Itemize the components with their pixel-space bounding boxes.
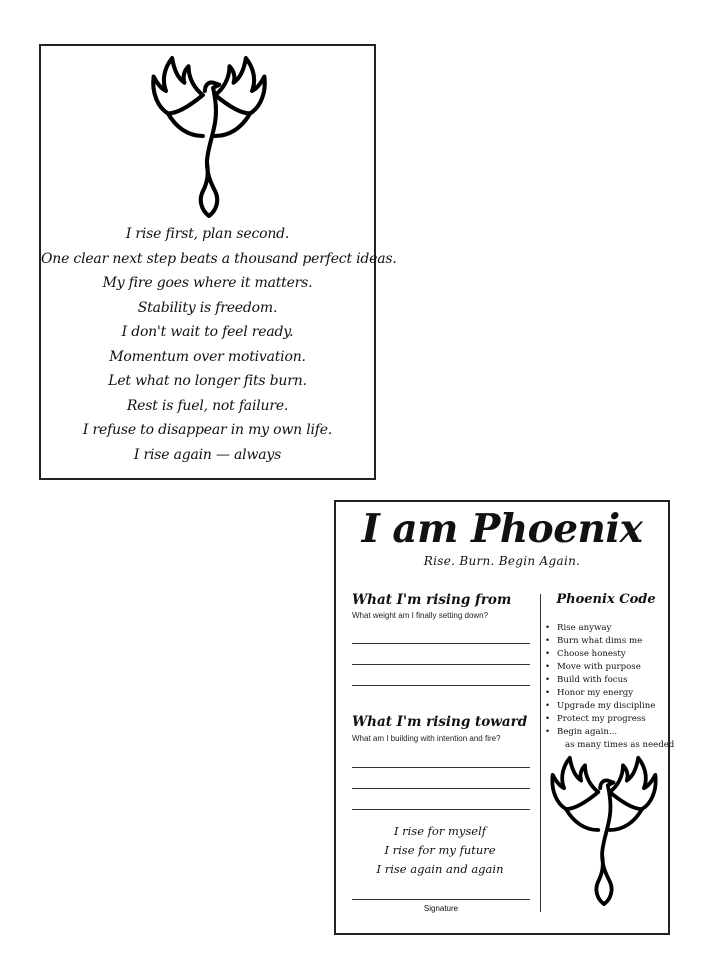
code-item: • Rise anyway <box>545 623 612 633</box>
bullet-icon: • <box>545 662 551 672</box>
bullet-icon: • <box>545 688 551 698</box>
writing-line[interactable] <box>352 788 530 789</box>
code-item: • Protect my progress <box>545 714 646 724</box>
writing-line[interactable] <box>352 809 530 810</box>
code-item: • Move with purpose <box>545 662 641 672</box>
code-item: • Honor my energy <box>545 688 634 698</box>
affirmation-card <box>39 44 397 480</box>
affirmation-line: Let what no longer fits burn. <box>108 373 307 389</box>
bullet-icon: • <box>545 649 551 659</box>
affirmation-line: I rise again — always <box>133 446 282 463</box>
code-item: • Burn what dims me <box>545 636 643 646</box>
affirmation-line: Stability is freedom. <box>137 299 278 316</box>
code-item: • Choose honesty <box>545 649 626 659</box>
column-divider <box>540 594 541 912</box>
phoenix-icon <box>147 54 271 218</box>
bullet-icon: • <box>545 701 551 711</box>
writing-line[interactable] <box>352 767 530 768</box>
rising-from-prompt: What weight am I finally setting down? <box>352 611 489 620</box>
writing-line[interactable] <box>352 685 530 686</box>
affirmation-line: Momentum over motivation. <box>109 348 306 365</box>
affirmation-line: I rise first, plan second. <box>125 226 290 242</box>
card-title: I am Phoenix <box>361 506 643 552</box>
affirmation-line: One clear next step beats a thousand perfect ideas. <box>41 250 397 267</box>
closing-line: I rise for my future <box>384 843 496 857</box>
journal-card <box>334 500 675 935</box>
card-subtitle: Rise. Burn. Begin Again. <box>423 554 581 568</box>
affirmation-list <box>41 222 397 467</box>
bullet-icon: • <box>545 714 551 724</box>
writing-line[interactable] <box>352 643 530 644</box>
rising-toward-heading: What I'm rising toward <box>352 714 528 730</box>
phoenix-code-list <box>545 622 674 752</box>
bullet-icon: • <box>545 623 551 633</box>
rising-toward-prompt: What am I building with intention and fire? <box>352 734 501 743</box>
bullet-icon: • <box>545 675 551 685</box>
code-item: • Begin again... <box>545 727 618 737</box>
code-item: • Build with focus <box>545 675 628 685</box>
phoenix-icon <box>544 754 664 906</box>
affirmation-line: I don't wait to feel ready. <box>121 324 294 340</box>
affirmation-line: I refuse to disappear in my own life. <box>82 422 333 438</box>
closing-line: I rise again and again <box>376 862 504 876</box>
code-item-continuation: as many times as needed <box>565 740 675 750</box>
affirmation-line: Rest is fuel, not failure. <box>126 397 289 414</box>
writing-line[interactable] <box>352 664 530 665</box>
closing-affirmations <box>352 822 528 879</box>
signature-line[interactable] <box>352 899 530 900</box>
code-item: • Upgrade my discipline <box>545 701 656 711</box>
closing-line: I rise for myself <box>393 824 487 838</box>
rising-from-heading: What I'm rising from <box>352 592 512 608</box>
affirmation-line: My fire goes where it matters. <box>102 275 313 291</box>
signature-label: Signature <box>423 904 459 913</box>
bullet-icon: • <box>545 727 551 737</box>
phoenix-code-heading: Phoenix Code <box>556 592 656 607</box>
bullet-icon: • <box>545 636 551 646</box>
